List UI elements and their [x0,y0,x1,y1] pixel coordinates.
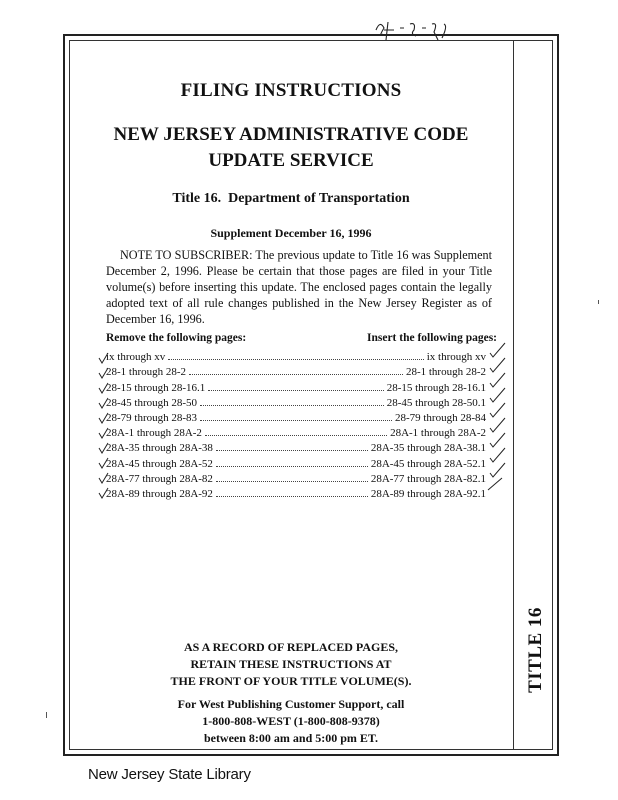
handwritten-date-annotation [370,16,480,42]
table-row [106,424,486,439]
insert-pages: 28A-77 through 28A-82.1 [370,472,486,485]
leader-dots [205,435,387,436]
supplement-date: Supplement December 16, 1996 [210,226,372,240]
page-replacement-table [106,348,486,500]
leader-dots [208,390,383,391]
insert-pages: ix through xv [426,351,486,364]
table-row [106,409,486,424]
remove-pages: 28A-77 through 28A-82 [106,472,213,485]
scan-speck [46,712,47,718]
support-line-1: For West Publishing Customer Support, call [177,697,405,711]
leader-dots [200,420,392,421]
record-line-2: RETAIN THESE INSTRUCTIONS AT [190,657,392,671]
remove-pages: 28-45 through 28-50 [106,396,198,409]
department-name: Department of Transportation [228,191,410,206]
remove-pages: ix through xv [106,351,166,364]
remove-pages: 28-1 through 28-2 [106,366,187,379]
table-row [106,470,486,485]
remove-pages: 28A-35 through 28A-38 [106,442,213,455]
remove-pages: 28-79 through 28-83 [106,411,198,424]
document-title: FILING INSTRUCTIONS [180,80,402,101]
remove-pages-header: Remove the following pages: [106,332,247,344]
table-row [106,454,486,469]
leader-dots [216,496,368,497]
record-line-3: THE FRONT OF YOUR TITLE VOLUME(S). [170,674,412,688]
leader-dots [216,466,368,467]
customer-support-info [69,696,513,747]
subtitle-line-2: UPDATE SERVICE [208,150,374,171]
support-phone: 1-800-808-WEST (1-800-808-9378) [202,714,380,728]
insert-pages: 28A-45 through 28A-52.1 [370,457,486,470]
remove-pages: 28A-89 through 28A-92 [106,487,213,500]
insert-pages: 28-15 through 28-16.1 [386,381,486,394]
insert-pages: 28-79 through 28-84 [394,411,486,424]
leader-dots [168,359,423,360]
tab-divider-line [513,40,514,750]
table-row [106,439,486,454]
table-row [106,485,486,500]
insert-pages-header: Insert the following pages: [367,332,498,344]
record-line-1: AS A RECORD OF REPLACED PAGES, [183,640,399,654]
leader-dots [189,374,403,375]
leader-dots [216,481,368,482]
leader-dots [200,405,384,406]
insert-pages: 28A-35 through 28A-38.1 [370,442,486,455]
title-number: Title 16. [172,191,222,206]
remove-pages: 28A-45 through 28A-52 [106,457,213,470]
note-text: NOTE TO SUBSCRIBER: The previous update to Title 16 was Supplement December 2, 1996. Please be certain that those pages are filed in your Title volume(s) before inserting this update. The enclosed pages contain the legally adopted text of all rule changes published in the New Jersey Register as of December 16, 1996. [106,248,492,326]
subtitle-line-1: NEW JERSEY ADMINISTRATIVE CODE [113,124,469,145]
table-row [106,348,486,363]
table-row [106,363,486,378]
insert-pages: 28-1 through 28-2 [405,366,486,379]
remove-pages: 28A-1 through 28A-2 [106,427,202,440]
library-footer: New Jersey State Library [88,766,251,783]
record-instructions [69,639,513,690]
scan-speck [598,300,599,304]
insert-pages: 28-45 through 28-50.1 [386,396,486,409]
note-to-subscriber [106,247,492,327]
title-tab-label: TITLE 16 [525,607,546,693]
leader-dots [216,450,368,451]
department-heading [69,191,513,207]
remove-pages: 28-15 through 28-16.1 [106,381,206,394]
table-row [106,394,486,409]
insert-pages: 28A-89 through 28A-92.1 [370,487,486,500]
title-tab [516,595,556,705]
insert-pages: 28A-1 through 28A-2 [390,427,486,440]
document-subtitle [69,122,513,174]
table-row [106,378,486,393]
support-hours: between 8:00 am and 5:00 pm ET. [203,731,379,745]
